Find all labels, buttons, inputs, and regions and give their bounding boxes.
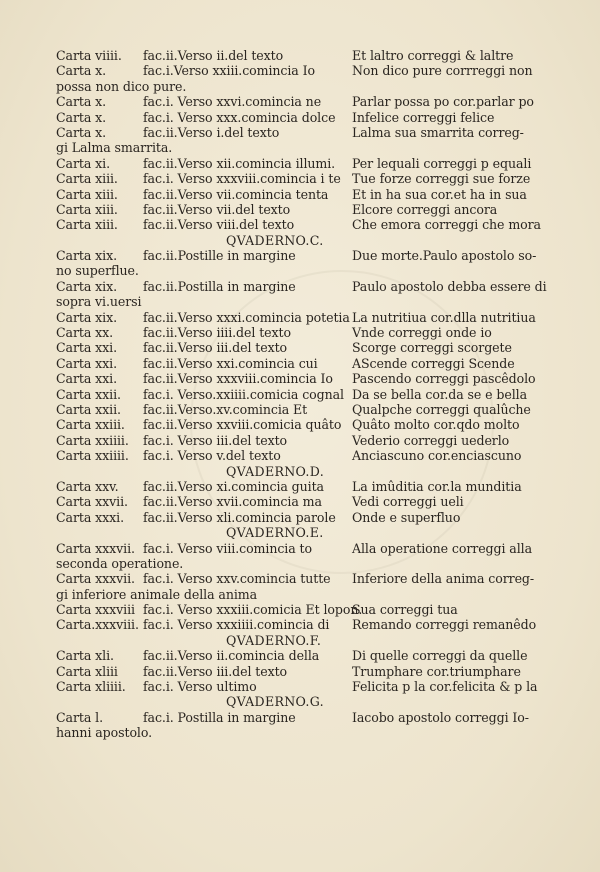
carta-ref: Carta xxxvii. <box>56 540 135 556</box>
correction-text: Remando correggi remanêdo <box>352 617 537 633</box>
verse-ref: fac.ii.Verso xli.comincia parole <box>143 509 336 525</box>
carta-ref: Carta xiii. <box>56 217 118 233</box>
errata-row <box>56 310 536 325</box>
errata-row <box>56 125 536 140</box>
verse-ref: fac.i. Verso iii.del texto <box>143 432 288 448</box>
correction-text: Due morte.Paulo apostolo so- <box>352 248 537 264</box>
errata-row <box>56 494 536 509</box>
verse-ref: fac.ii.Verso vii.comincia tenta <box>143 186 329 202</box>
errata-row <box>56 110 536 125</box>
verse-ref: fac.i. Verso xxxiii.comicia Et lopon. <box>143 602 363 618</box>
carta-ref: Carta x. <box>56 124 107 140</box>
correction-text: Da se bella cor.da se e bella <box>352 386 528 402</box>
errata-row <box>56 402 536 417</box>
correction-text: Alla operatione correggi alla <box>352 540 532 556</box>
correction-text: Vnde correggi onde io <box>352 325 492 341</box>
carta-ref: Carta x. <box>56 63 107 79</box>
correction-text: Pascendo correggi pascêdolo <box>352 371 536 387</box>
carta-ref: Carta xxi. <box>56 340 117 356</box>
continuation-line: possa non dico pure. <box>56 78 187 94</box>
carta-ref: Carta xxiiii. <box>56 432 129 448</box>
correction-text: Per lequali correggi p equali <box>352 155 532 171</box>
correction-text: Trumphare cor.triumphare <box>352 663 521 679</box>
continuation-line: gi Lalma smarrita. <box>56 140 173 156</box>
carta-ref: Carta xiii. <box>56 186 118 202</box>
verse-ref: fac.i.Verso xxiii.comincia Io <box>143 63 315 79</box>
verse-ref: fac.i. Postilla in margine <box>143 709 296 725</box>
verse-ref: fac.ii.Verso iii.del texto <box>143 663 288 679</box>
verse-ref: fac.ii.Verso viii.del texto <box>143 217 295 233</box>
correction-text: Onde e superfluo <box>352 509 461 525</box>
errata-row <box>56 448 536 463</box>
errata-row <box>56 340 536 355</box>
carta-ref: Carta xxxi. <box>56 509 124 525</box>
verse-ref: fac.ii.Verso iiii.del texto <box>143 325 291 341</box>
correction-text: Vederio correggi uederlo <box>352 432 510 448</box>
correction-text: Qualpche correggi qualûche <box>352 401 531 417</box>
carta-ref: Carta xxii. <box>56 386 121 402</box>
correction-text: La nutritiua cor.dlla nutritiua <box>352 309 536 325</box>
errata-row <box>56 278 547 294</box>
verse-ref: fac.ii.Verso iii.del texto <box>143 340 288 356</box>
carta-ref: Carta xix. <box>56 248 117 264</box>
correction-text: Elcore correggi ancora <box>352 201 498 217</box>
verse-ref: fac.i. Verso xxvi.comincia ne <box>143 94 322 110</box>
verse-ref: fac.ii.Verso xxi.comincia cui <box>143 355 318 371</box>
correction-text: Non dico pure corrreggi non <box>352 63 533 79</box>
correction-text: Iacobo apostolo correggi Io- <box>352 709 529 725</box>
correction-text: Parlar possa po cor.parlar po <box>352 94 534 110</box>
errata-row <box>56 356 536 371</box>
verse-ref: fac.ii.Verso xxviii.comicia quâto <box>143 417 342 433</box>
correction-text: Di quelle correggi da quelle <box>352 648 528 664</box>
errata-row <box>56 48 536 63</box>
correction-text: Tue forze correggi sue forze <box>352 171 531 187</box>
verse-ref: fac.ii.Verso xxxi.comincia potetia <box>143 309 350 325</box>
carta-ref: Carta xxxvii. <box>56 571 135 587</box>
carta-ref: Carta xxi. <box>56 355 117 371</box>
correction-text: Inferiore della anima correg- <box>352 571 535 587</box>
correction-text: Paulo apostolo debba essere di <box>352 278 547 294</box>
carta-ref: Carta xxv. <box>56 478 119 494</box>
carta-ref: Carta x. <box>56 109 107 125</box>
verse-ref: fac.ii.Verso ii.del texto <box>143 48 284 63</box>
errata-row <box>56 217 541 233</box>
errata-row <box>56 387 536 402</box>
errata-row <box>56 156 536 171</box>
verse-ref: fac.ii.Postilla in margine <box>143 278 296 294</box>
correction-text: Lalma sua smarrita correg- <box>352 124 524 140</box>
errata-row <box>56 479 536 494</box>
correction-text: Quâto molto cor.qdo molto <box>352 417 520 433</box>
correction-text: AScende correggi Scende <box>352 355 515 371</box>
correction-text: Sua correggi tua <box>352 602 458 618</box>
errata-row <box>56 94 536 109</box>
errata-row <box>56 371 536 386</box>
verse-ref: fac.i. Verso viii.comincia to <box>143 540 312 556</box>
verse-ref: fac.ii.Verso vii.del texto <box>143 201 291 217</box>
errata-row <box>56 325 536 340</box>
correction-text: Et in ha sua cor.et ha in sua <box>352 186 527 202</box>
continuation-line: sopra vi.uersi <box>56 294 142 310</box>
errata-row <box>56 433 536 448</box>
errata-row <box>56 248 536 263</box>
errata-row <box>56 187 536 202</box>
carta-ref: Carta x. <box>56 94 107 110</box>
continuation-line: seconda operatione. <box>56 555 184 571</box>
verse-ref: fac.i. Verso ultimo <box>143 679 257 695</box>
verse-ref: fac.ii.Verso i.del texto <box>143 124 280 140</box>
carta-ref: Carta xxvii. <box>56 494 128 510</box>
errata-row <box>56 617 536 632</box>
carta-ref: Carta xix. <box>56 278 117 294</box>
carta-ref: Carta xix. <box>56 309 117 325</box>
quaderno-heading: QVADERNO.F. <box>226 632 322 648</box>
carta-ref: Carta xiii. <box>56 171 118 187</box>
correction-text: Scorge correggi scorgete <box>352 340 512 356</box>
correction-text: La imûditia cor.la munditia <box>352 478 522 494</box>
errata-row <box>56 202 536 217</box>
carta-ref: Carta xliii <box>56 663 118 679</box>
carta-ref: Carta xliiii. <box>56 679 126 695</box>
verse-ref: fac.ii.Verso.xv.comincia Et <box>143 401 308 417</box>
verse-ref: fac.ii.Postille in margine <box>143 248 296 264</box>
quaderno-heading: QVADERNO.C. <box>226 232 324 248</box>
correction-text: Et laltro correggi & laltre <box>352 48 514 63</box>
correction-text: Felicita p la cor.felicita & p la <box>352 679 538 695</box>
verse-ref: fac.ii.Verso xvii.comincia ma <box>143 494 322 510</box>
correction-text: Vedi correggi ueli <box>352 494 464 510</box>
errata-row <box>56 710 536 725</box>
carta-ref: Carta xxiii. <box>56 417 125 433</box>
errata-row <box>56 571 536 586</box>
quaderno-heading: QVADERNO.G. <box>226 694 324 710</box>
verse-ref: fac.ii.Verso xxxviii.comincia Io <box>143 371 333 387</box>
verse-ref: fac.ii.Verso xii.comincia illumi. <box>143 155 336 171</box>
carta-ref: Carta xxi. <box>56 371 117 387</box>
verse-ref: fac.ii.Verso ii.comincia della <box>143 648 320 664</box>
errata-row <box>56 664 536 679</box>
errata-row <box>56 679 536 694</box>
continuation-line: hanni apostolo. <box>56 725 153 741</box>
errata-row <box>56 602 536 617</box>
correction-text: Anciascuno cor.enciascuno <box>352 448 522 464</box>
verse-ref: fac.i. Verso xxxiiii.comincia di <box>143 617 330 633</box>
carta-ref: Carta xi. <box>56 155 110 171</box>
verse-ref: fac.ii.Verso xi.comincia guita <box>143 478 324 494</box>
carta-ref: Carta viiii. <box>56 48 122 63</box>
carta-ref: Carta xli. <box>56 648 114 664</box>
errata-list <box>56 48 547 741</box>
carta-ref: Carta xxxviii <box>56 602 135 618</box>
carta-ref: Carta xxii. <box>56 401 121 417</box>
verse-ref: fac.i. Verso xxv.comincia tutte <box>143 571 331 587</box>
errata-row <box>56 648 536 663</box>
errata-row <box>56 417 536 432</box>
quaderno-heading: QVADERNO.D. <box>226 463 324 479</box>
errata-row <box>56 171 536 186</box>
verse-ref: fac.i. Verso xxx.comincia dolce <box>143 109 336 125</box>
verse-ref: fac.i. Verso.xxiiii.comicia cognal <box>143 386 344 402</box>
errata-row <box>56 510 536 525</box>
carta-ref: Carta l. <box>56 709 103 725</box>
verse-ref: fac.i. Verso xxxviii.comincia i te <box>143 171 341 187</box>
quaderno-heading: QVADERNO.E. <box>226 525 324 541</box>
errata-row <box>56 63 536 78</box>
errata-row <box>56 541 536 556</box>
correction-text: Infelice correggi felice <box>352 109 495 125</box>
verse-ref: fac.i. Verso v.del texto <box>143 448 281 464</box>
correction-text: Che emora correggi che mora <box>352 217 541 233</box>
carta-ref: Carta.xxxviii. <box>56 617 139 633</box>
carta-ref: Carta xx. <box>56 325 114 341</box>
continuation-line: gi inferiore animale della anima <box>56 586 258 602</box>
carta-ref: Carta xxiiii. <box>56 448 129 464</box>
carta-ref: Carta xiii. <box>56 201 118 217</box>
continuation-line: no superflue. <box>56 263 139 279</box>
